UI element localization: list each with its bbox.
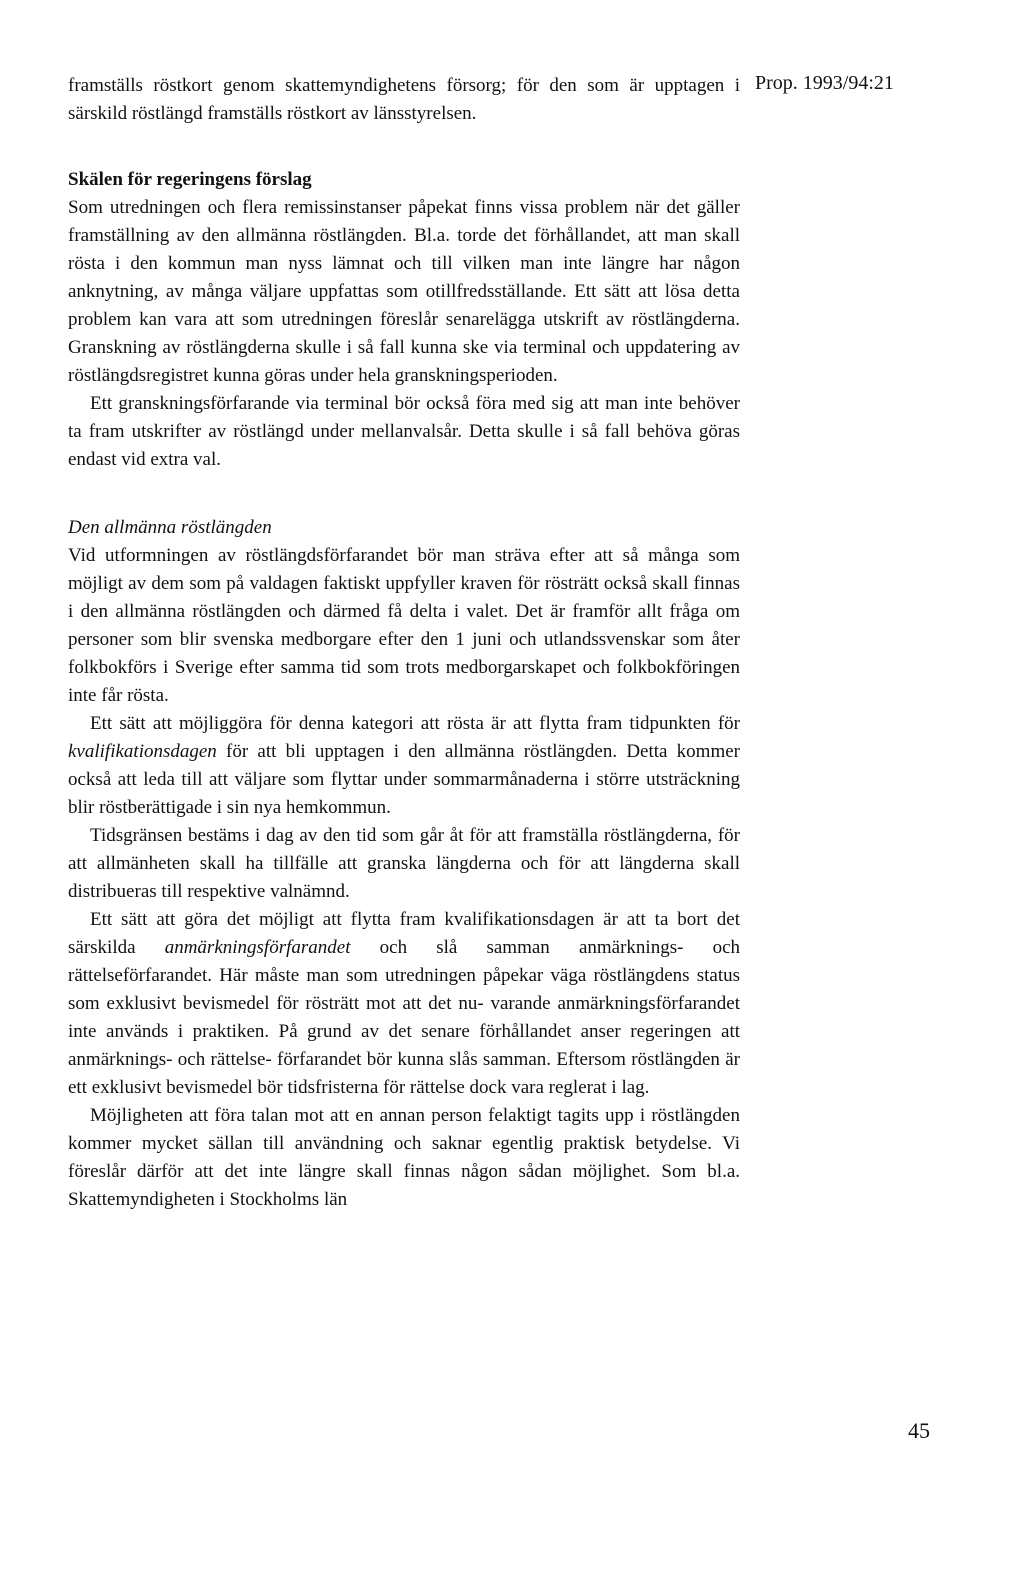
paragraph-6	[68, 906, 740, 1102]
paragraph-4-emphasis: kvalifikationsdagen	[68, 741, 217, 762]
paragraph-2: Ett granskningsförfarande via terminal bör också föra med sig att man inte behöver ta fram utskrifter av röstlängd under mellanvalsår. Detta skulle i så fall behöva göras endast vid extra val.	[68, 393, 740, 470]
paragraph-1: Som utredningen och flera remissinstanser påpekat finns vissa problem när det gäller framställning av den allmänna röstlängden. Bl.a. torde det förhållandet, att man skall rösta i den kommun man nyss lämnat och till vilken man inte längre har någon anknytning, av många väljare uppfattas som otillfredsställande. Ett sätt att lösa detta problem kan vara att som utredningen föreslår senarelägga utskrift av röstlängderna. Granskning av röstlängderna skulle i så fall kunna ske via terminal och uppdatering av röstlängdsregistret kunna göras under hela granskningsperioden.	[68, 197, 740, 386]
paragraph-5: Tidsgränsen bestäms i dag av den tid som går åt för att framställa röstlängderna, för att allmänheten skall ha tillfälle att granska längderna och för att längderna skall distribueras till respektive valnämnd.	[68, 825, 740, 902]
subsection-heading: Den allmänna röstlängden	[68, 517, 272, 538]
paragraph-6-text-a: Ett sätt att göra det möjligt att flytta fram kvalifikationsdagen är att ta bort det särskilda	[68, 909, 740, 958]
paragraph-7: Möjligheten att föra talan mot att en annan person felaktigt tagits upp i röstlängden kommer mycket sällan till användning och saknar egentlig praktisk betydelse. Vi föreslår därför att det inte längre skall finnas någon sådan möjlighet. Som bl.a. Skattemyndigheten i Stockholms län	[68, 1105, 740, 1210]
page-number: 45	[908, 1418, 930, 1443]
paragraph-4-text-a: Ett sätt att möjliggöra för denna kategori att rösta är att flytta fram tidpunkten för	[90, 713, 740, 734]
intro-paragraph: framställs röstkort genom skattemyndighetens försorg; för den som är upptagen i särskild röstlängd framställs röstkort av länsstyrelsen.	[68, 75, 740, 124]
paragraph-4-text-b: för att bli upptagen i den allmänna röstlängden. Detta kommer också att leda till att väljare som flyttar under sommarmånaderna i större utsträckning blir röstberättigade i sin nya hemkommun.	[68, 741, 740, 818]
proposition-reference: Prop. 1993/94:21	[755, 72, 894, 94]
main-text-column	[68, 72, 740, 1214]
paragraph-3: Vid utformningen av röstlängdsförfarandet bör man sträva efter att så många som möjligt av dem som på valdagen faktiskt uppfyller kraven för rösträtt också skall finnas i den allmänna röstlängden och därmed få delta i valet. Det är framför allt fråga om personer som blir svenska medborgare efter den 1 juni och utlandssvenskar som åter folkbokförs i Sverige efter samma tid som trots medborgarskapet och folkbokföringen inte får rösta.	[68, 545, 740, 706]
paragraph-6-text-b: och slå samman anmärknings- och rättelseförfarandet. Här måste man som utredningen påpekar väga röstlängdens status som exklusivt bevismedel för rösträtt mot att det nu- varande anmärkningsförfarandet inte används i praktiken. På grund av det senare förhållandet anser regeringen att anmärknings- och rättelse- förfarandet bör kunna slås samman. Eftersom röstlängden är ett exklusivt bevismedel bör tidsfristerna för rättelse dock vara reglerat i lag.	[68, 937, 741, 1098]
section-heading: Skälen för regeringens förslag	[68, 169, 312, 190]
paragraph-6-emphasis: anmärkningsförfarandet	[164, 937, 351, 958]
paragraph-4	[68, 710, 740, 822]
